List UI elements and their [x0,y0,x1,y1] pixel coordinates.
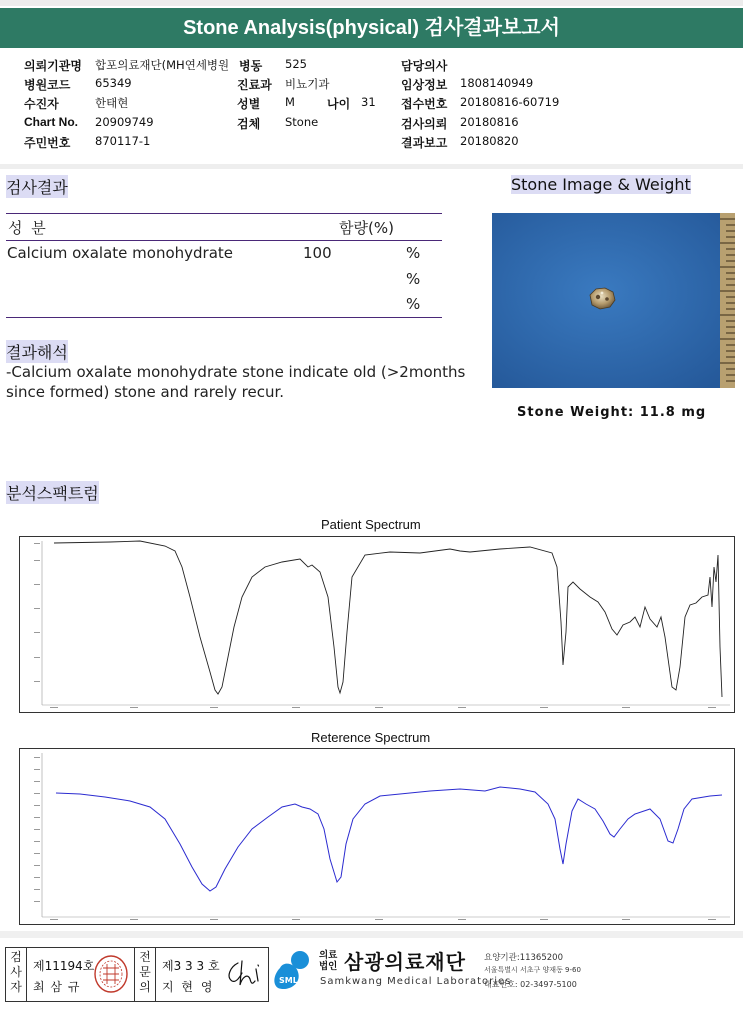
footer-divider [0,931,743,938]
report-date-label: 결과보고 [401,136,448,150]
receipt-value: 20180816-60719 [460,95,560,109]
age-label: 나이 [327,97,351,111]
request-value: 20180816 [460,115,519,129]
signature-divider [155,947,156,1001]
doctor-label: 담당의사 [401,59,448,73]
sex-label: 성별 [237,97,261,111]
interpretation-text: -Calcium oxalate monohydrate stone indicate old (>2months since formed) stone and rarely recur. [6,363,466,401]
stone-section-title: Stone Image & Weight [511,175,691,194]
stone-weight: Stone Weight: 11.8 mg [517,405,707,420]
sex-value: M [285,95,295,109]
examiner-license: 제11194호 [33,959,95,973]
org-name-en: Samkwang Medical Laboratories [320,976,512,987]
amount-header: 함량(%) [339,219,394,237]
specialist-name: 지 현 영 [162,980,215,994]
institution-label: 의뢰기관명 [24,59,82,73]
examiner-label: 검사자 [10,950,22,994]
reference-spectrum-line [56,787,722,891]
patient-spectrum-line [54,541,722,697]
reference-spectrum-title: Reterence Spectrum [311,730,431,745]
report-date-value: 20180820 [460,134,519,148]
org-code: 요양기관:11365200 [484,953,563,963]
age-value: 31 [361,95,376,109]
signature-divider [134,947,135,1001]
hospital-code-value: 65349 [95,76,132,90]
clinical-label: 임상정보 [401,78,448,92]
receipt-label: 접수번호 [401,97,448,111]
patient-spectrum-title: Patient Spectrum [321,517,421,532]
results-bottom-rule [6,317,442,318]
component-name: Calcium oxalate monohydrate [7,244,234,262]
specialist-label: 전문의 [139,950,151,994]
institution-value: 합포의료재단(MH연세병원 [95,58,230,72]
org-name: 삼광의료재단 [344,950,466,974]
stone-photo [492,213,735,388]
resident-label: 주민번호 [24,136,71,150]
logo-abbr: SML [279,976,298,985]
examiner-name: 최 삼 규 [33,980,81,994]
specialist-license: 제3 3 3 호 [162,959,220,973]
interpretation-section-title: 결과해석 [6,340,68,363]
component-unit: % [406,270,421,288]
report-title: Stone Analysis(physical) 검사결과보고서 [0,8,743,48]
clinical-value: 1808140949 [460,76,534,90]
hospital-code-label: 병원코드 [24,78,71,92]
component-header: 성 분 [8,219,48,237]
section-divider [0,164,743,169]
specimen-label: 검체 [237,117,261,131]
reference-spectrum-plot [19,748,735,925]
results-section-title: 검사결과 [6,175,68,198]
spectrum-section-title: 분석스팩트럼 [6,481,99,504]
results-top-rule [6,213,442,214]
patient-value: 한태현 [95,96,129,110]
specimen-value: Stone [285,115,319,129]
component-amount: 100 [303,244,332,262]
dept-value: 비뇨기과 [285,77,330,91]
dept-label: 진료과 [237,78,272,92]
component-unit: % [406,244,421,262]
org-type: 의료법인 [319,950,338,972]
patient-label: 수진자 [24,97,59,111]
resident-value: 870117-1 [95,134,151,148]
org-phone: 대표번호: 02-3497-5100 [484,980,577,989]
request-label: 검사의뢰 [401,117,448,131]
sml-logo-icon [270,946,318,996]
chart-value: 20909749 [95,115,154,129]
ward-label: 병동 [239,59,263,73]
patient-spectrum-plot [19,536,735,713]
org-address: 서울특별시 서초구 양재동 9-60 [484,966,581,974]
results-header-rule [6,240,442,241]
official-seal [93,954,129,994]
top-strip [0,0,743,6]
component-unit: % [406,295,421,313]
signature-divider [26,947,27,1001]
handwritten-signature [222,955,264,991]
ward-value: 525 [285,57,307,71]
chart-label: Chart No. [24,115,78,129]
